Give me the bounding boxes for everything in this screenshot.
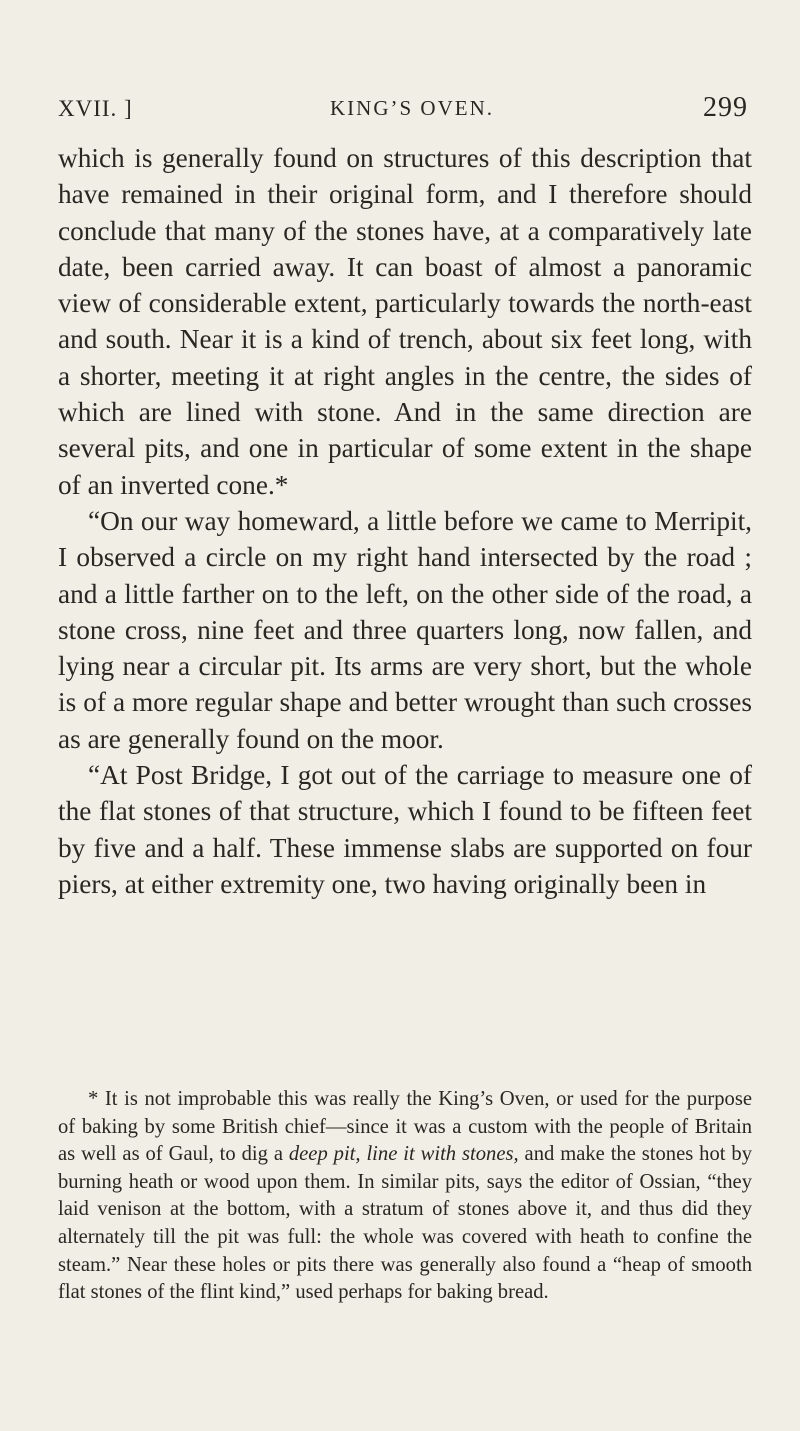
footnote-text-part-1: * It is not improbable this was really the King’s Oven, or used for the purpose of baking by some British chief—since it was a custom with the people of Britain as well as of Gaul, to dig a [58,1088,752,1166]
paragraph-2: “On our way homeward, a little before we came to Merripit, I observed a circle on my right hand intersected by the road ; and a little farther on to the left, on the other side of the road, a stone cross, nine feet and three quarters long, now fallen, and lying near a circular pit. Its arms are very short, but the whole is of a more regular shape and better wrought than such crosses as are generally found on the moor. [58,505,752,754]
paragraph-3: “At Post Bridge, I got out of the carriage to measure one of the flat stones of that structure, which I found to be fifteen feet by five and a half. These immense slabs are supported on four piers, at either extremity one, two having originally been in [58,760,752,899]
running-title: KING’S OVEN. [330,96,494,120]
main-text [58,140,752,902]
footnote [58,1086,752,1307]
running-head [58,92,748,130]
paragraph-1: which is generally found on structures of this description that have remained in their original form, and I therefore should conclude that many of the stones have, at a comparatively late date, been carried away. It can boast of almost a panoramic view of considerable extent, particularly towards the north-east and south. Near it is a kind of trench, about six feet long, with a shorter, meeting it at right angles in the centre, the sides of which are lined with stone. And in the same direction are several pits, and one in particular of some extent in the shape of an inverted cone.* [58,143,752,500]
page-number: 299 [703,92,748,123]
footnote-italic-text: deep pit, line it with stones, [288,1143,519,1166]
footnote-text-part-2: and make the stones hot by burning heath or wood upon them. In similar pits, says the editor of Ossian, “they laid venison at the bottom, with a stratum of stones above it, and thus did they alternately till the pit was full: the whole was covered with heath to confine the steam.” Near these holes or pits there was generally also found a “heap of smooth flat stones of the flint kind,” used perhaps for baking bread. [58,1143,752,1304]
chapter-number: XVII. ] [58,96,133,121]
footnote-text [58,1086,752,1307]
